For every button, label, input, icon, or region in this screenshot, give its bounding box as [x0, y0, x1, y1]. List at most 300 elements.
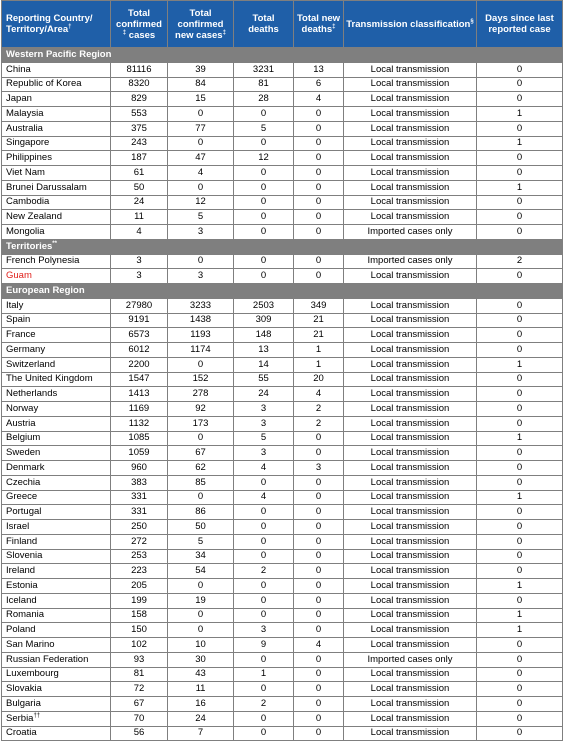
table-header: [2, 1, 563, 48]
total-cases-cell: 383: [111, 475, 168, 490]
country-name-cell: [2, 313, 111, 328]
total-deaths-cell: 0: [234, 107, 294, 122]
days-since-cell: 0: [477, 372, 563, 387]
region-title: [2, 284, 563, 299]
days-since-cell: 0: [477, 534, 563, 549]
country-name-cell: [2, 549, 111, 564]
transmission-cell: Local transmission: [344, 313, 477, 328]
region-header-row: [2, 48, 563, 63]
total-cases-cell: 272: [111, 534, 168, 549]
region-header-row: [2, 284, 563, 299]
country-name-cell: [2, 107, 111, 122]
header-new-deaths: Total new deaths‡: [294, 1, 344, 48]
total-deaths-cell: 3231: [234, 62, 294, 77]
table-row: [2, 652, 563, 667]
total-deaths-cell: 55: [234, 372, 294, 387]
new-deaths-cell: 0: [294, 534, 344, 549]
table-row: [2, 490, 563, 505]
new-cases-cell: 10: [168, 638, 234, 653]
new-cases-cell: 0: [168, 490, 234, 505]
country-name-cell: [2, 166, 111, 181]
table-row: [2, 269, 563, 284]
new-cases-cell: 86: [168, 505, 234, 520]
total-deaths-cell: 0: [234, 534, 294, 549]
days-since-cell: 0: [477, 313, 563, 328]
new-cases-cell: 5: [168, 534, 234, 549]
total-cases-cell: 4: [111, 225, 168, 240]
new-deaths-cell: 1: [294, 343, 344, 358]
total-deaths-cell: 0: [234, 225, 294, 240]
new-deaths-cell: 0: [294, 623, 344, 638]
days-since-cell: 0: [477, 520, 563, 535]
new-deaths-cell: 20: [294, 372, 344, 387]
total-cases-cell: 331: [111, 505, 168, 520]
transmission-cell: Imported cases only: [344, 254, 477, 269]
transmission-cell: Local transmission: [344, 711, 477, 726]
total-deaths-cell: 2503: [234, 298, 294, 313]
days-since-cell: 1: [477, 357, 563, 372]
country-name: Iceland: [6, 594, 37, 606]
country-name: China: [6, 63, 31, 75]
new-cases-cell: 92: [168, 402, 234, 417]
days-since-cell: 0: [477, 151, 563, 166]
new-deaths-cell: 4: [294, 387, 344, 402]
new-deaths-cell: 0: [294, 107, 344, 122]
total-deaths-cell: 3: [234, 402, 294, 417]
total-cases-cell: 93: [111, 652, 168, 667]
new-cases-cell: 5: [168, 210, 234, 225]
country-name: Norway: [6, 402, 39, 414]
total-cases-cell: 102: [111, 638, 168, 653]
days-since-cell: 0: [477, 416, 563, 431]
region-title-text: Western Pacific Region: [6, 48, 112, 60]
total-cases-cell: 81116: [111, 62, 168, 77]
transmission-cell: Local transmission: [344, 136, 477, 151]
days-since-cell: 1: [477, 431, 563, 446]
total-cases-cell: 2200: [111, 357, 168, 372]
country-name-cell: [2, 225, 111, 240]
total-cases-cell: 24: [111, 195, 168, 210]
table-row: [2, 343, 563, 358]
days-since-cell: 1: [477, 608, 563, 623]
new-deaths-cell: 0: [294, 431, 344, 446]
transmission-cell: Local transmission: [344, 431, 477, 446]
total-deaths-cell: 148: [234, 328, 294, 343]
total-cases-cell: 6012: [111, 343, 168, 358]
transmission-cell: Imported cases only: [344, 225, 477, 240]
days-since-cell: 0: [477, 387, 563, 402]
transmission-cell: Local transmission: [344, 726, 477, 741]
days-since-cell: 0: [477, 402, 563, 417]
country-name-cell: [2, 638, 111, 653]
transmission-cell: Local transmission: [344, 697, 477, 712]
new-cases-cell: 34: [168, 549, 234, 564]
new-deaths-cell: 0: [294, 136, 344, 151]
country-name-cell: [2, 416, 111, 431]
total-cases-cell: 829: [111, 92, 168, 107]
table-row: [2, 608, 563, 623]
country-name-cell: [2, 62, 111, 77]
table-row: [2, 682, 563, 697]
new-cases-cell: 1174: [168, 343, 234, 358]
header-days-since: Days since last reported case: [477, 1, 563, 48]
total-deaths-cell: 0: [234, 579, 294, 594]
country-name: Netherlands: [6, 388, 58, 400]
region-title-footnote: **: [52, 240, 57, 247]
total-cases-cell: 187: [111, 151, 168, 166]
transmission-cell: Local transmission: [344, 593, 477, 608]
transmission-cell: Local transmission: [344, 490, 477, 505]
region-header-row: [2, 239, 563, 254]
new-cases-cell: 85: [168, 475, 234, 490]
new-cases-cell: 4: [168, 166, 234, 181]
country-name-cell: [2, 446, 111, 461]
new-deaths-cell: 0: [294, 166, 344, 181]
days-since-cell: 0: [477, 682, 563, 697]
new-deaths-cell: 0: [294, 180, 344, 195]
days-since-cell: 0: [477, 195, 563, 210]
new-deaths-cell: 0: [294, 652, 344, 667]
total-cases-cell: 1413: [111, 387, 168, 402]
table-row: [2, 446, 563, 461]
total-deaths-cell: 0: [234, 254, 294, 269]
transmission-cell: Local transmission: [344, 623, 477, 638]
country-name-cell: [2, 402, 111, 417]
total-deaths-cell: 3: [234, 446, 294, 461]
days-since-cell: 0: [477, 475, 563, 490]
country-name-cell: [2, 92, 111, 107]
days-since-cell: 1: [477, 490, 563, 505]
transmission-cell: Local transmission: [344, 166, 477, 181]
transmission-cell: Local transmission: [344, 461, 477, 476]
total-deaths-cell: 9: [234, 638, 294, 653]
total-deaths-cell: 0: [234, 195, 294, 210]
new-deaths-cell: 0: [294, 579, 344, 594]
table-row: [2, 475, 563, 490]
transmission-cell: Local transmission: [344, 534, 477, 549]
total-deaths-cell: 0: [234, 652, 294, 667]
days-since-cell: 0: [477, 269, 563, 284]
total-cases-cell: 1547: [111, 372, 168, 387]
country-name: Australia: [6, 122, 43, 134]
new-deaths-cell: 3: [294, 461, 344, 476]
country-name: Cambodia: [6, 196, 50, 208]
table-row: [2, 461, 563, 476]
total-deaths-cell: 3: [234, 623, 294, 638]
new-deaths-cell: 0: [294, 269, 344, 284]
table-row: [2, 77, 563, 92]
table-row: [2, 254, 563, 269]
country-name-cell: [2, 269, 111, 284]
country-name-cell: [2, 608, 111, 623]
country-name-cell: [2, 505, 111, 520]
table-row: [2, 402, 563, 417]
total-cases-cell: 205: [111, 579, 168, 594]
total-deaths-cell: 0: [234, 269, 294, 284]
total-deaths-cell: 81: [234, 77, 294, 92]
new-cases-cell: 0: [168, 107, 234, 122]
table-row: [2, 534, 563, 549]
new-deaths-cell: 349: [294, 298, 344, 313]
total-deaths-cell: 12: [234, 151, 294, 166]
region-title: [2, 239, 563, 254]
transmission-cell: Local transmission: [344, 121, 477, 136]
new-cases-cell: 47: [168, 151, 234, 166]
country-name: Republic of Korea: [6, 78, 82, 90]
country-name: Brunei Darussalam: [6, 181, 87, 193]
table-row: [2, 520, 563, 535]
country-name: San Marino: [6, 638, 55, 650]
transmission-cell: Local transmission: [344, 328, 477, 343]
table-row: [2, 564, 563, 579]
new-cases-cell: 12: [168, 195, 234, 210]
country-name-cell: [2, 298, 111, 313]
country-name: Guam: [6, 270, 32, 282]
new-deaths-cell: 21: [294, 328, 344, 343]
total-cases-cell: 960: [111, 461, 168, 476]
country-name: Spain: [6, 314, 31, 326]
country-name: Japan: [6, 93, 32, 105]
new-cases-cell: 11: [168, 682, 234, 697]
new-deaths-cell: 4: [294, 638, 344, 653]
new-deaths-cell: 0: [294, 608, 344, 623]
transmission-cell: Local transmission: [344, 343, 477, 358]
total-cases-cell: 158: [111, 608, 168, 623]
total-deaths-cell: 0: [234, 549, 294, 564]
new-cases-cell: 3: [168, 225, 234, 240]
table-row: [2, 387, 563, 402]
region-title-text: Territories: [6, 240, 53, 252]
days-since-cell: 0: [477, 652, 563, 667]
country-name-cell: [2, 682, 111, 697]
country-name-cell: [2, 475, 111, 490]
transmission-cell: Local transmission: [344, 446, 477, 461]
days-since-cell: 1: [477, 579, 563, 594]
total-cases-cell: 67: [111, 697, 168, 712]
total-cases-cell: 1169: [111, 402, 168, 417]
table-row: [2, 372, 563, 387]
new-deaths-cell: 4: [294, 92, 344, 107]
covid-situation-table: [1, 0, 563, 741]
days-since-cell: 0: [477, 121, 563, 136]
days-since-cell: 0: [477, 593, 563, 608]
total-deaths-cell: 1: [234, 667, 294, 682]
transmission-cell: Local transmission: [344, 151, 477, 166]
total-deaths-cell: 24: [234, 387, 294, 402]
new-cases-cell: 77: [168, 121, 234, 136]
country-name-cell: [2, 195, 111, 210]
days-since-cell: 0: [477, 446, 563, 461]
total-deaths-cell: 0: [234, 682, 294, 697]
country-name-cell: [2, 210, 111, 225]
table-row: [2, 697, 563, 712]
table-row: [2, 180, 563, 195]
table-row: [2, 313, 563, 328]
table-row: [2, 166, 563, 181]
total-cases-cell: 199: [111, 593, 168, 608]
country-name-cell: [2, 387, 111, 402]
new-cases-cell: 30: [168, 652, 234, 667]
new-deaths-cell: 21: [294, 313, 344, 328]
country-name: Switzerland: [6, 358, 56, 370]
country-name: Poland: [6, 624, 36, 636]
country-name-cell: [2, 357, 111, 372]
total-cases-cell: 250: [111, 520, 168, 535]
days-since-cell: 1: [477, 180, 563, 195]
country-name: Finland: [6, 535, 38, 547]
new-cases-cell: 278: [168, 387, 234, 402]
days-since-cell: 0: [477, 166, 563, 181]
country-name: Slovenia: [6, 550, 43, 562]
table-row: [2, 638, 563, 653]
header-transmission: Transmission classification§: [344, 1, 477, 48]
country-name-cell: [2, 136, 111, 151]
new-cases-cell: 54: [168, 564, 234, 579]
days-since-cell: 0: [477, 697, 563, 712]
country-name: Bulgaria: [6, 697, 41, 709]
total-cases-cell: 553: [111, 107, 168, 122]
new-cases-cell: 15: [168, 92, 234, 107]
country-name-cell: [2, 490, 111, 505]
country-name: Israel: [6, 520, 30, 532]
total-deaths-cell: 0: [234, 520, 294, 535]
transmission-cell: Local transmission: [344, 564, 477, 579]
table-row: [2, 92, 563, 107]
country-name: Philippines: [6, 152, 52, 164]
header-total-cases: Total confirmed ‡ cases: [111, 1, 168, 48]
total-deaths-cell: 4: [234, 461, 294, 476]
transmission-cell: Local transmission: [344, 298, 477, 313]
header-new-cases: Total confirmed new cases‡: [168, 1, 234, 48]
new-cases-cell: 50: [168, 520, 234, 535]
country-name-cell: [2, 254, 111, 269]
table-row: [2, 357, 563, 372]
country-name: Romania: [6, 609, 45, 621]
country-name: France: [6, 329, 36, 341]
country-name-cell: [2, 579, 111, 594]
table-row: [2, 225, 563, 240]
new-cases-cell: 0: [168, 180, 234, 195]
total-cases-cell: 223: [111, 564, 168, 579]
total-deaths-cell: 0: [234, 593, 294, 608]
total-cases-cell: 70: [111, 711, 168, 726]
total-deaths-cell: 0: [234, 180, 294, 195]
days-since-cell: 0: [477, 726, 563, 741]
days-since-cell: 0: [477, 461, 563, 476]
transmission-cell: Local transmission: [344, 638, 477, 653]
total-deaths-cell: 2: [234, 564, 294, 579]
total-cases-cell: 243: [111, 136, 168, 151]
transmission-cell: Local transmission: [344, 608, 477, 623]
days-since-cell: 0: [477, 225, 563, 240]
new-cases-cell: 0: [168, 623, 234, 638]
total-deaths-cell: 0: [234, 726, 294, 741]
new-cases-cell: 3: [168, 269, 234, 284]
country-name-cell: [2, 711, 111, 726]
total-cases-cell: 1059: [111, 446, 168, 461]
table-row: [2, 593, 563, 608]
country-name-cell: [2, 328, 111, 343]
new-cases-cell: 67: [168, 446, 234, 461]
days-since-cell: 0: [477, 210, 563, 225]
total-deaths-cell: 0: [234, 136, 294, 151]
table-row: [2, 431, 563, 446]
new-cases-cell: 0: [168, 357, 234, 372]
new-deaths-cell: 0: [294, 564, 344, 579]
transmission-cell: Local transmission: [344, 505, 477, 520]
days-since-cell: 0: [477, 564, 563, 579]
transmission-cell: Imported cases only: [344, 652, 477, 667]
table-row: [2, 416, 563, 431]
transmission-cell: Local transmission: [344, 475, 477, 490]
table-row: [2, 579, 563, 594]
total-deaths-cell: 0: [234, 711, 294, 726]
country-name: Greece: [6, 491, 38, 503]
transmission-cell: Local transmission: [344, 549, 477, 564]
new-deaths-cell: 0: [294, 151, 344, 166]
total-cases-cell: 72: [111, 682, 168, 697]
total-deaths-cell: 5: [234, 431, 294, 446]
total-deaths-cell: 4: [234, 490, 294, 505]
transmission-cell: Local transmission: [344, 372, 477, 387]
country-name-cell: [2, 180, 111, 195]
table-row: [2, 726, 563, 741]
country-name: Slovakia: [6, 683, 42, 695]
days-since-cell: 2: [477, 254, 563, 269]
total-cases-cell: 9191: [111, 313, 168, 328]
table-row: [2, 549, 563, 564]
table-row: [2, 623, 563, 638]
total-cases-cell: 3: [111, 269, 168, 284]
transmission-cell: Local transmission: [344, 387, 477, 402]
days-since-cell: 0: [477, 549, 563, 564]
days-since-cell: 1: [477, 107, 563, 122]
country-name: Denmark: [6, 461, 45, 473]
country-name: Singapore: [6, 137, 50, 149]
new-cases-cell: 0: [168, 579, 234, 594]
table-row: [2, 151, 563, 166]
table-row: [2, 667, 563, 682]
new-cases-cell: 16: [168, 697, 234, 712]
new-deaths-cell: 0: [294, 711, 344, 726]
country-name: Luxembourg: [6, 668, 59, 680]
region-title-text: European Region: [6, 284, 85, 296]
new-deaths-cell: 0: [294, 726, 344, 741]
country-name-cell: [2, 623, 111, 638]
country-name: The United Kingdom: [6, 373, 93, 385]
days-since-cell: 0: [477, 638, 563, 653]
country-name: Austria: [6, 417, 36, 429]
new-deaths-cell: 13: [294, 62, 344, 77]
total-deaths-cell: 0: [234, 475, 294, 490]
total-deaths-cell: 5: [234, 121, 294, 136]
new-cases-cell: 152: [168, 372, 234, 387]
total-cases-cell: 61: [111, 166, 168, 181]
total-deaths-cell: 309: [234, 313, 294, 328]
country-name-cell: [2, 593, 111, 608]
country-name-cell: [2, 652, 111, 667]
country-name-cell: [2, 151, 111, 166]
new-deaths-cell: 0: [294, 225, 344, 240]
total-cases-cell: 6573: [111, 328, 168, 343]
new-cases-cell: 24: [168, 711, 234, 726]
new-cases-cell: 39: [168, 62, 234, 77]
days-since-cell: 0: [477, 298, 563, 313]
total-cases-cell: 1085: [111, 431, 168, 446]
country-name: Croatia: [6, 727, 37, 739]
new-cases-cell: 43: [168, 667, 234, 682]
new-deaths-cell: 0: [294, 195, 344, 210]
